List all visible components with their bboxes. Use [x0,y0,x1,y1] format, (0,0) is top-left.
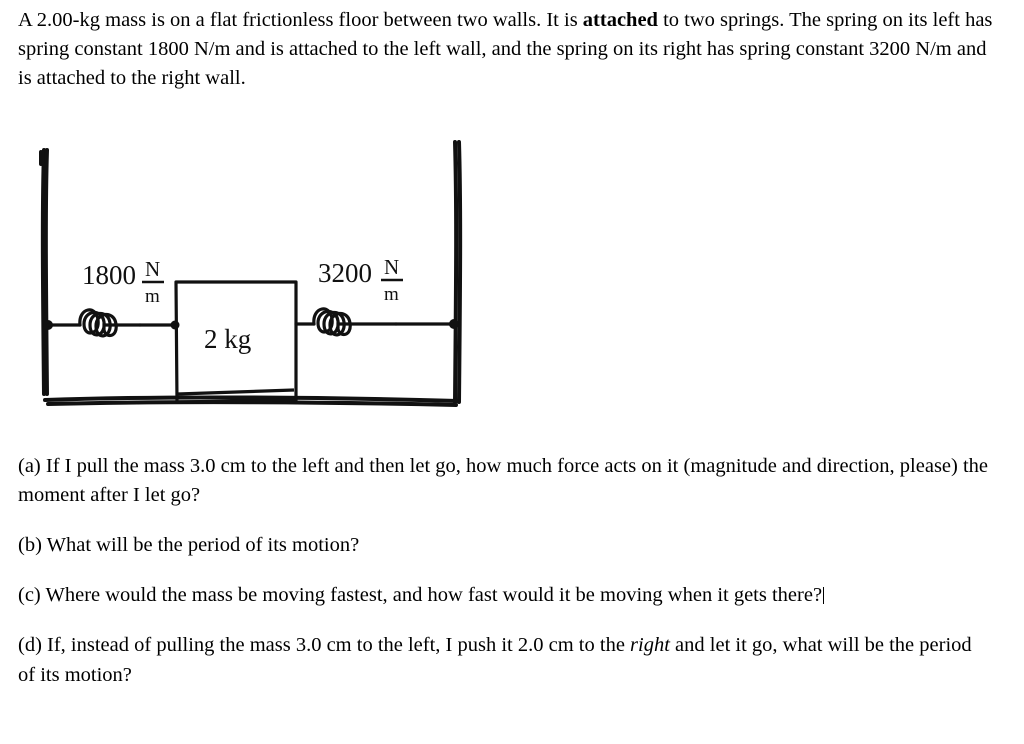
left-wall [41,150,47,394]
question-b: (b) What will be the period of its motion? [18,534,360,557]
right-spring-units-numerator: N [384,255,400,279]
left-spring-units-numerator: N [145,257,161,281]
right-spring [296,309,450,335]
left-spring-constant-value: 1800 [82,260,136,290]
question-d-text-after: and let it go, what will be the period of its motion? [18,634,972,686]
right-spring-anchor [449,319,459,329]
right-spring-label [318,255,403,305]
questions-list [18,452,993,711]
problem-statement [18,6,993,93]
question-c-text: (c) Where would the mass be moving fastest, and how fast would it be moving when it gets there? [18,584,823,607]
right-spring-constant-value: 3200 [318,258,372,288]
text-cursor [823,587,824,604]
question-c [18,581,993,610]
question-d-text-before: (d) If, instead of pulling the mass 3.0 cm to the left, I push it 2.0 cm to the [18,634,631,657]
question-d-emphasis: right [630,634,670,657]
question-a: (a) If I pull the mass 3.0 cm to the left and then let go, how much force acts on it (magnitude and direction, please) the moment after I let go? [18,455,989,507]
right-spring-units-denominator: m [384,284,399,305]
left-spring [48,310,173,336]
problem-statement-part1: A 2.00-kg mass is on a flat frictionless floor between two walls. It is [18,9,583,31]
mass-block-label: 2 kg [204,324,252,354]
left-spring-label [82,257,164,307]
question-d [18,631,993,689]
right-wall [455,142,460,402]
diagram-svg [18,132,518,432]
problem-statement-part2: to two springs. The spring on its left has spring constant 1800 N/m and is attached to the left wall, and the spring on its right has spring constant 3200 N/m and is attached to the right wall. [18,9,993,90]
physics-diagram [18,132,518,432]
problem-statement-bold: attached [582,9,658,31]
left-spring-units-denominator: m [145,286,160,307]
